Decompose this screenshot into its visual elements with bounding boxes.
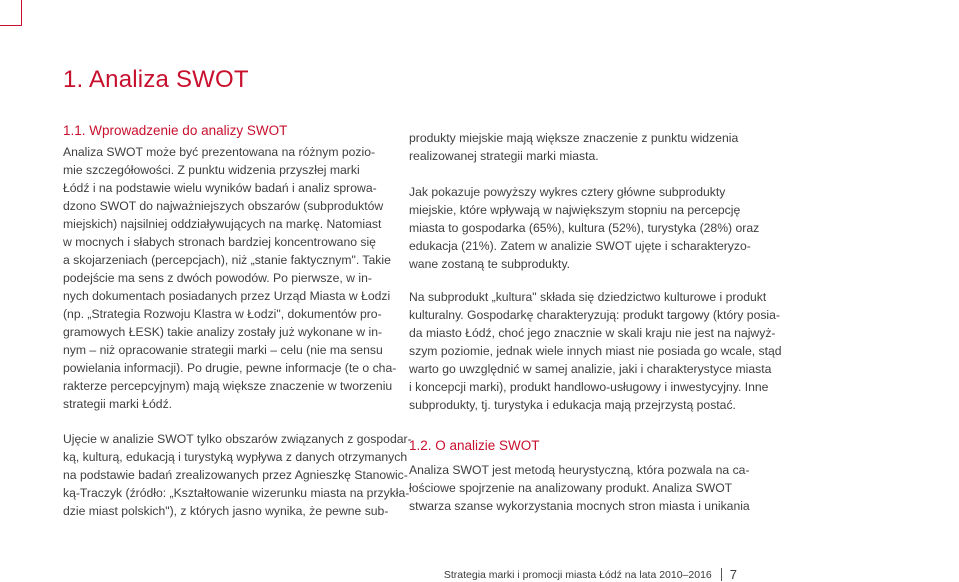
text-line: da miasto Łódź, choć jego znacznie w skali kraju nie jest na najwyż- (409, 326, 776, 340)
text-line: miejskie, które wpływają w największym stopniu na percepcję (409, 203, 741, 217)
text-line: Analiza SWOT jest metodą heurystyczną, która pozwala na ca- (409, 463, 750, 477)
text-line: warto go uwzględnić w samej analizie, jaki i charakterystyce miasta (409, 362, 772, 376)
text-line: miasta to gospodarka (65%), kultura (52%), turystyka (28%) oraz (409, 221, 760, 235)
page-number: 7 (729, 567, 737, 582)
text-line: kulturalny. Gospodarkę charakteryzują: produkt targowy (który posia- (409, 308, 780, 322)
text-line: a skojarzeniach (percepcjach), niż „stanie faktycznym". Takie (63, 253, 391, 267)
paragraph-swot-scope (63, 430, 412, 520)
text-line: w mocnych i słabych stronach bardziej koncentrowano się (63, 235, 376, 249)
paragraph-about-swot (409, 461, 750, 515)
footer-divider (721, 568, 722, 581)
text-line: ką-Traczyk (źródło: „Kształtowanie wizerunku miasta na przykła- (63, 486, 410, 500)
page-footer (444, 567, 737, 582)
chapter-title: 1. Analiza SWOT (63, 66, 249, 93)
text-line: Jak pokazuje powyższy wykres cztery główne subprodukty (409, 185, 726, 199)
text-line: na podstawie badań zrealizowanych przez Agnieszkę Stanowic- (63, 468, 408, 482)
text-line: nym – niż opracowanie strategii marki – celu (nie ma sensu (63, 343, 383, 357)
text-line: gramowych ŁESK) takie analizy zostały już wykonane w in- (63, 325, 383, 339)
text-line: stwarza szanse wykorzystania mocnych stron miasta i unikania (409, 499, 750, 513)
text-line: szym poziomie, jednak wiele innych miast nie posiada go wcale, stąd (409, 344, 782, 358)
section-heading-1-1: 1.1. Wprowadzenie do analizy SWOT (63, 123, 288, 138)
paragraph-culture-economy (409, 288, 782, 414)
text-line: nych dokumentach posiadanych przez Urząd Miasta w Łodzi (63, 289, 391, 303)
paragraph-subproducts-continued (409, 129, 738, 165)
text-line: edukacja (21%). Zatem w analizie SWOT ujęte i scharakteryzo- (409, 239, 751, 253)
text-line: produkty miejskie mają większe znaczenie z punktu widzenia (409, 131, 739, 145)
text-line: (np. „Strategia Rozwoju Klastra w Łodzi", dokumentów pro- (63, 307, 382, 321)
text-line: i koncepcji marki), produkt handlowo-usługowy i inwestycyjny. Inne (409, 380, 769, 394)
text-line: Analiza SWOT może być prezentowana na różnym pozio- (63, 145, 376, 159)
text-line: dzono SWOT do najważniejszych obszarów (subproduktów (63, 199, 384, 213)
text-line: mie szczegółowości. Z punktu widzenia przyszłej marki (63, 163, 360, 177)
text-line: Łódź i na podstawie wielu wyników badań i analiz sprowa- (63, 181, 377, 195)
paragraph-main-subproducts (409, 183, 759, 273)
text-line: realizowanej strategii marki miasta. (409, 149, 599, 163)
text-line: strategii marki Łódź. (63, 397, 173, 411)
running-title: Strategia marki i promocji miasta Łódź na lata 2010–2016 (443, 568, 712, 581)
text-line: dzie miast polskich"), z których jasno wynika, że pewne sub- (63, 504, 389, 518)
paragraph-swot-intro (63, 143, 396, 413)
text-line: powielania informacji). Po drugie, pewne informacje (te o cha- (63, 361, 397, 375)
text-line: wane zostaną te subprodukty. (409, 257, 571, 271)
text-line: miejskich) najsilniej oddziaływujących na markę. Natomiast (63, 217, 382, 231)
text-line: rakterze percepcyjnym) mają większe znaczenie w tworzeniu (63, 379, 393, 393)
text-line: ką, kulturą, edukacją i turystyką wypływa z danych otrzymanych (63, 450, 408, 464)
text-line: Na subprodukt „kultura" składa się dziedzictwo kulturowe i produkt (409, 290, 767, 304)
text-line: subprodukty, tj. turystyka i edukacja mają przejrzystą postać. (409, 398, 736, 412)
crop-mark-horizontal (0, 25, 22, 26)
text-line: podejście ma sens z dwóch powodów. Po pierwsze, w in- (63, 271, 372, 285)
section-heading-1-2: 1.2. O analizie SWOT (409, 438, 540, 453)
text-line: łościowe spojrzenie na analizowany produkt. Analiza SWOT (409, 481, 733, 495)
text-line: Ujęcie w analizie SWOT tylko obszarów związanych z gospodar- (63, 432, 412, 446)
crop-mark-vertical (21, 0, 22, 26)
